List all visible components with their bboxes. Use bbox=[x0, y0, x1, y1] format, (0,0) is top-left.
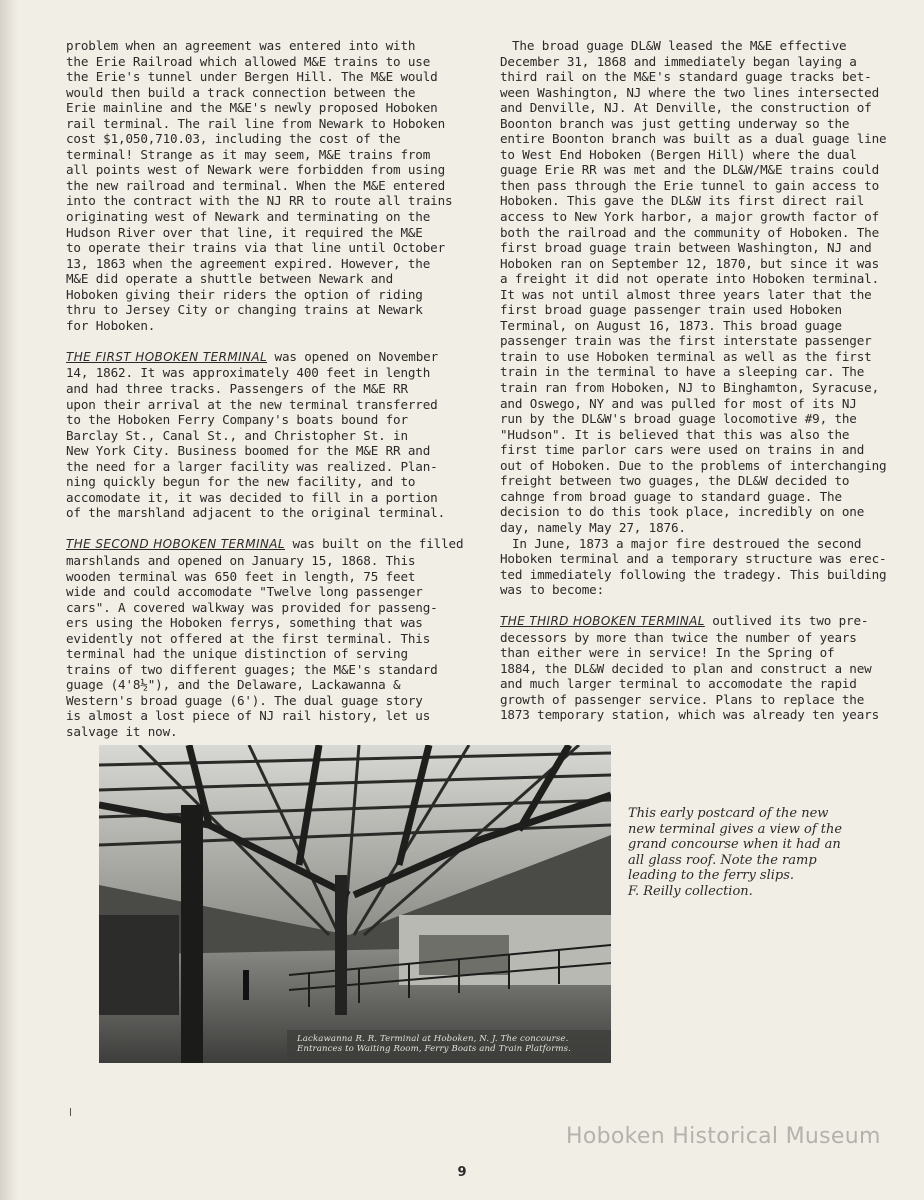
text-line: evidently not offered at the first terminal. This bbox=[66, 630, 431, 646]
scan-mark bbox=[70, 1108, 71, 1116]
imprint-line: Entrances to Waiting Room, Ferry Boats and Train Platforms. bbox=[297, 1044, 572, 1054]
text-line: Boonton branch was just getting underway so the bbox=[500, 115, 850, 131]
text-line: cars". A covered walkway was provided for passeng- bbox=[66, 599, 438, 615]
text-line: accomodate it, it was decided to fill in a portion bbox=[66, 489, 438, 505]
text-line: M&E did operate a shuttle between Newark and bbox=[66, 271, 394, 287]
text-line: and Oswego, NY and was pulled for most of its NJ bbox=[500, 395, 857, 411]
text-line: cost $1,050,710.03, including the cost of the bbox=[66, 131, 401, 147]
text-line: to West End Hoboken (Bergen Hill) where the dual bbox=[500, 146, 857, 162]
photo-illustration bbox=[99, 745, 611, 1063]
text-line: Western's broad guage (6'). The dual guage story bbox=[66, 692, 423, 708]
text-line: wooden terminal was 650 feet in length, 75 feet bbox=[66, 568, 416, 584]
text-line: run by the DL&W's broad guage locomotive #9, the bbox=[500, 411, 857, 427]
text-line: The broad guage DL&W leased the M&E effective bbox=[512, 38, 847, 53]
text-line: train to use Hoboken terminal as well as the first bbox=[500, 348, 872, 364]
postcard-imprint bbox=[297, 1034, 609, 1054]
text-line: third rail on the M&E's standard guage tracks bet- bbox=[500, 69, 872, 85]
text-line: first time parlor cars were used on trains in and bbox=[500, 442, 865, 458]
text-line: Hoboken. This gave the DL&W its first direct rail bbox=[500, 193, 865, 209]
text-line: out of Hoboken. Due to the problems of interchanging bbox=[500, 457, 887, 473]
text-line: to the Hoboken Ferry Company's boats bound for bbox=[66, 412, 408, 428]
text-line: first broad guage passenger train used Hoboken bbox=[500, 302, 842, 318]
text-line: cahnge from broad guage to standard guage. The bbox=[500, 488, 842, 504]
text-line: Terminal, on August 16, 1873. This broad guage bbox=[500, 317, 842, 333]
text-line: New York City. Business boomed for the M&E RR and bbox=[66, 443, 431, 459]
text-line: would then build a track connection between the bbox=[66, 84, 416, 100]
paragraph-second-terminal bbox=[66, 536, 466, 739]
photo-caption bbox=[628, 806, 898, 900]
text-line: guage Erie RR was met and the DL&W/M&E trains could bbox=[500, 162, 880, 178]
heading-first-hoboken-terminal: THE FIRST HOBOKEN TERMINAL bbox=[66, 349, 268, 364]
text-line: access to New York harbor, a major growth factor of bbox=[500, 209, 880, 225]
text-line: thru to Jersey City or changing trains at Newark bbox=[66, 302, 423, 318]
text-line: Hoboken giving their riders the option of riding bbox=[66, 286, 423, 302]
text-line: Hoboken ran on September 12, 1870, but since it was bbox=[500, 255, 880, 271]
left-column bbox=[66, 38, 466, 740]
text-line: ween Washington, NJ where the two lines intersected bbox=[500, 84, 880, 100]
paragraph-fire bbox=[500, 536, 902, 598]
text-line: 1873 temporary station, which was already ten years bbox=[500, 707, 880, 723]
page-number: 9 bbox=[457, 1165, 467, 1180]
text-line: then pass through the Erie tunnel to gain access to bbox=[500, 177, 880, 193]
text-line: Erie mainline and the M&E's newly proposed Hoboken bbox=[66, 100, 438, 116]
text-line: terminal! Strange as it may seem, M&E trains from bbox=[66, 146, 431, 162]
text-line: salvage it now. bbox=[66, 723, 178, 739]
text-line: In June, 1873 a major fire destroued the second bbox=[512, 535, 862, 551]
text-line: day, namely May 27, 1876. bbox=[500, 519, 686, 535]
paragraph-broad-guage bbox=[500, 38, 902, 536]
caption-line: leading to the ferry slips. bbox=[628, 868, 795, 884]
text-line: problem when an agreement was entered into with bbox=[66, 38, 416, 53]
text-line: marshlands and opened on January 15, 1868. This bbox=[66, 552, 416, 568]
paragraph-intro bbox=[66, 38, 466, 333]
text-line: upon their arrival at the new terminal transferred bbox=[66, 396, 438, 412]
text-line: first broad guage train between Washington, NJ and bbox=[500, 240, 872, 256]
text-line: than either were in service! In the Spring of bbox=[500, 645, 835, 661]
text-line: the Erie Railroad which allowed M&E trains to use bbox=[66, 53, 431, 69]
text-line: ted immediately following the tradegy. This building bbox=[500, 566, 887, 582]
imprint-line: Lackawanna R. R. Terminal at Hoboken, N. J. The concourse. bbox=[297, 1034, 569, 1044]
text-line: ers using the Hoboken ferrys, something that was bbox=[66, 615, 423, 631]
text-line: all points west of Newark were forbidden from using bbox=[66, 162, 446, 178]
caption-line: F. Reilly collection. bbox=[628, 883, 753, 899]
text-line: and much larger terminal to accomodate the rapid bbox=[500, 676, 857, 692]
text-line: the need for a larger facility was realized. Plan- bbox=[66, 458, 438, 474]
text-line: THE SECOND HOBOKEN TERMINAL was built on the filled bbox=[66, 536, 464, 552]
text-line: It was not until almost three years later that the bbox=[500, 286, 872, 302]
text-line: a freight it did not operate into Hoboken terminal. bbox=[500, 271, 880, 287]
text-line: passenger train was the first interstate passenger bbox=[500, 333, 872, 349]
text-line: to operate their trains via that line until October bbox=[66, 240, 446, 256]
text-line: ning quickly begun for the new facility, and to bbox=[66, 474, 416, 490]
text-line: 14, 1862. It was approximately 400 feet in length bbox=[66, 365, 431, 381]
text-line: of the marshland adjacent to the original terminal. bbox=[66, 505, 446, 521]
text-line: the new railroad and terminal. When the M&E entered bbox=[66, 177, 446, 193]
text-line: Barclay St., Canal St., and Christopher St. in bbox=[66, 427, 408, 443]
paragraph-third-terminal bbox=[500, 613, 902, 723]
text-line: is almost a lost piece of NJ rail history, let us bbox=[66, 708, 431, 724]
text-line: terminal had the unique distinction of serving bbox=[66, 646, 408, 662]
text-line: THE FIRST HOBOKEN TERMINAL was opened on November bbox=[66, 348, 439, 364]
text-line: into the contract with the NJ RR to route all trains bbox=[66, 193, 453, 209]
text-line: trains of two different guages; the M&E's standard bbox=[66, 661, 438, 677]
text-line: and Denville, NJ. At Denville, the construction of bbox=[500, 100, 872, 116]
page-binding-shadow bbox=[0, 0, 18, 1200]
right-column bbox=[500, 38, 902, 723]
text-line: 13, 1863 when the agreement expired. However, the bbox=[66, 255, 431, 271]
text-line: December 31, 1868 and immediately began laying a bbox=[500, 53, 857, 69]
text-line: "Hudson". It is believed that this was also the bbox=[500, 426, 850, 442]
text-line: was to become: bbox=[500, 582, 605, 598]
terminal-concourse-photo bbox=[99, 745, 611, 1063]
caption-line: all glass roof. Note the ramp bbox=[628, 852, 817, 868]
caption-line: This early postcard of the new bbox=[628, 806, 829, 821]
text-line: entire Boonton branch was built as a dual guage line bbox=[500, 131, 887, 147]
caption-line: grand concourse when it had an bbox=[628, 837, 841, 853]
caption-line: new terminal gives a view of the bbox=[628, 821, 843, 837]
text-line: decision to do this took place, incredibly on one bbox=[500, 504, 865, 520]
text-line: train in the terminal to have a sleeping car. The bbox=[500, 364, 865, 380]
paragraph-first-terminal bbox=[66, 349, 466, 521]
text-line: for Hoboken. bbox=[66, 317, 156, 333]
text-line: Hoboken terminal and a temporary structure was erec- bbox=[500, 551, 887, 567]
text-line: originating west of Newark and terminating on the bbox=[66, 209, 431, 225]
text-line: rail terminal. The rail line from Newark to Hoboken bbox=[66, 115, 446, 131]
text-line: Hudson River over that line, it required the M&E bbox=[66, 224, 423, 240]
text-line: THE THIRD HOBOKEN TERMINAL outlived its two pre- bbox=[500, 613, 869, 629]
text-line: 1884, the DL&W decided to plan and construct a new bbox=[500, 660, 872, 676]
text-line: decessors by more than twice the number of years bbox=[500, 629, 857, 645]
heading-third-hoboken-terminal: THE THIRD HOBOKEN TERMINAL bbox=[500, 614, 705, 629]
text-line: the Erie's tunnel under Bergen Hill. The M&E would bbox=[66, 69, 438, 85]
text-line: growth of passenger service. Plans to replace the bbox=[500, 691, 865, 707]
text-line: and had three tracks. Passengers of the M&E RR bbox=[66, 380, 408, 396]
text-line: both the railroad and the community of Hoboken. The bbox=[500, 224, 880, 240]
heading-second-hoboken-terminal: THE SECOND HOBOKEN TERMINAL bbox=[66, 537, 286, 552]
text-line: guage (4'8½"), and the Delaware, Lackawanna & bbox=[66, 677, 401, 693]
museum-watermark: Hoboken Historical Museum bbox=[566, 1124, 881, 1149]
text-line: train ran from Hoboken, NJ to Binghamton, Syracuse, bbox=[500, 380, 880, 396]
text-line: wide and could accomodate "Twelve long passenger bbox=[66, 584, 423, 600]
text-line: freight between two guages, the DL&W decided to bbox=[500, 473, 850, 489]
